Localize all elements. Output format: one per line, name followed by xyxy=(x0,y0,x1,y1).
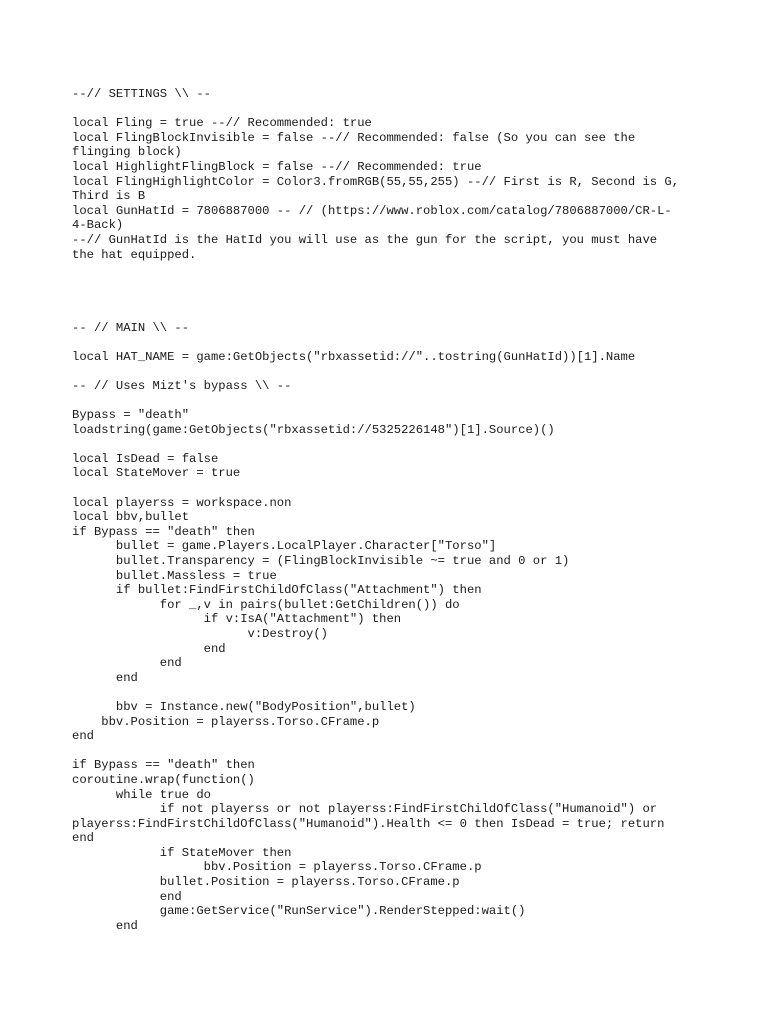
code-line: if Bypass == "death" then xyxy=(72,758,255,773)
code-line: if not playerss or not playerss:FindFirstChildOfClass("Humanoid") or xyxy=(72,802,658,817)
code-line: bbv.Position = playerss.Torso.CFrame.p xyxy=(72,714,380,729)
code-line: bbv = Instance.new("BodyPosition",bullet) xyxy=(72,699,416,714)
code-line: local HAT_NAME = game:GetObjects("rbxassetid://"..tostring(GunHatId))[1].Name xyxy=(72,349,636,364)
code-line: Third is B xyxy=(72,189,146,204)
code-line: end xyxy=(72,831,94,846)
code-line: while true do xyxy=(72,787,211,802)
code-line: end xyxy=(72,670,138,685)
code-line: local GunHatId = 7806887000 -- // (https://www.roblox.com/catalog/7806887000/CR-L- xyxy=(72,203,672,218)
code-line: if StateMover then xyxy=(72,845,292,860)
code-line xyxy=(72,102,697,117)
code-line: bullet = game.Players.LocalPlayer.Character["Torso"] xyxy=(72,539,497,554)
code-line: -- // Uses Mizt's bypass \\ -- xyxy=(72,378,292,393)
code-line: local FlingBlockInvisible = false --// Recommended: false (So you can see the xyxy=(72,130,636,145)
code-line: local IsDead = false xyxy=(72,451,219,466)
code-line: end xyxy=(72,729,94,744)
code-line: --// SETTINGS \\ -- xyxy=(72,87,211,101)
code-line: v:Destroy() xyxy=(72,626,328,641)
code-line: if v:IsA("Attachment") then xyxy=(72,612,402,627)
code-line: end xyxy=(72,656,182,671)
code-line: flinging block) xyxy=(72,145,182,160)
code-line: 4-Back) xyxy=(72,218,124,233)
code-line xyxy=(72,277,697,292)
code-line: local Fling = true --// Recommended: true xyxy=(72,116,372,131)
code-line: local bbv,bullet xyxy=(72,510,190,525)
code-line: local StateMover = true xyxy=(72,466,241,481)
code-line xyxy=(72,393,697,408)
code-line xyxy=(72,437,697,452)
code-line: bbv.Position = playerss.Torso.CFrame.p xyxy=(72,860,482,875)
code-line xyxy=(72,335,697,350)
code-line xyxy=(72,364,697,379)
code-line: playerss:FindFirstChildOfClass("Humanoid").Health <= 0 then IsDead = true; return xyxy=(72,816,665,831)
code-line: for _,v in pairs(bullet:GetChildren()) do xyxy=(72,597,460,612)
code-line xyxy=(72,306,697,321)
code-line: -- // MAIN \\ -- xyxy=(72,320,190,335)
code-line: if Bypass == "death" then xyxy=(72,524,255,539)
code-line: bullet.Position = playerss.Torso.CFrame.p xyxy=(72,875,460,890)
code-line: bullet.Transparency = (FlingBlockInvisible ~= true and 0 or 1) xyxy=(72,554,570,568)
code-line: --// GunHatId is the HatId you will use as the gun for the script, you must have xyxy=(72,232,658,247)
code-line: game:GetService("RunService").RenderStepped:wait() xyxy=(72,904,526,919)
code-line xyxy=(72,291,697,306)
code-line: local playerss = workspace.non xyxy=(72,495,292,510)
code-line xyxy=(72,481,697,496)
code-line: the hat equipped. xyxy=(72,247,197,262)
script-code-block xyxy=(72,87,697,933)
code-line: end xyxy=(72,641,226,656)
code-line: local FlingHighlightColor = Color3.fromRGB(55,55,255) --// First is R, Second is G, xyxy=(72,174,680,189)
code-line xyxy=(72,685,697,700)
code-line: bullet.Massless = true xyxy=(72,568,277,583)
code-line: Bypass = "death" xyxy=(72,408,190,423)
code-line: coroutine.wrap(function() xyxy=(72,772,255,787)
code-line: end xyxy=(72,918,138,933)
code-line xyxy=(72,744,697,759)
code-line xyxy=(72,262,697,277)
code-line: loadstring(game:GetObjects("rbxassetid://5325226148")[1].Source)() xyxy=(72,422,555,437)
code-line: end xyxy=(72,889,182,904)
code-line: if bullet:FindFirstChildOfClass("Attachment") then xyxy=(72,583,482,598)
code-line: local HighlightFlingBlock = false --// Recommended: true xyxy=(72,159,482,174)
